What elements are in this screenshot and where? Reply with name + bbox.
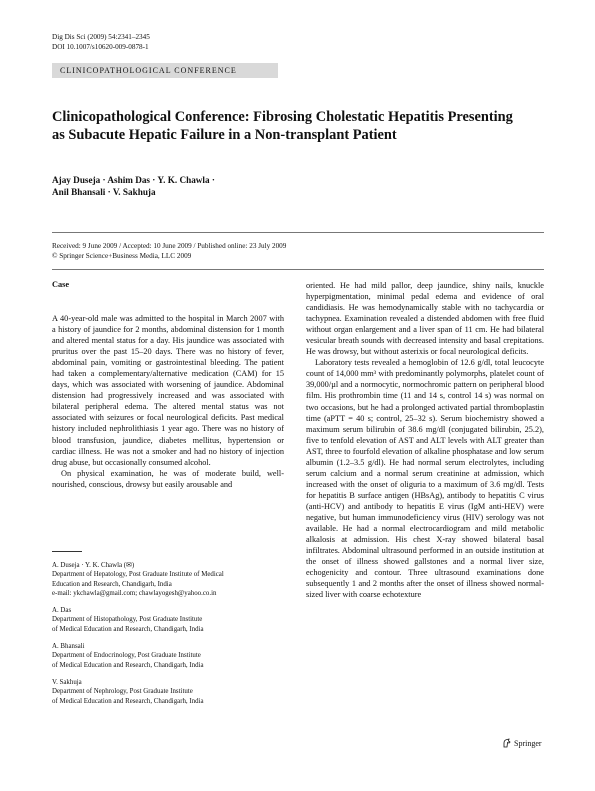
copyright-notice: © Springer Science+Business Media, LLC 2009 bbox=[52, 251, 192, 260]
affiliation-line: Department of Histopathology, Post Graduate Institute bbox=[52, 616, 203, 624]
affiliation-line: of Medical Education and Research, Chandigarh, India bbox=[52, 661, 204, 669]
right-column bbox=[306, 280, 544, 600]
affiliation-line: of Medical Education and Research, Chandigarh, India bbox=[52, 625, 204, 633]
springer-horse-icon bbox=[502, 738, 511, 748]
affiliation-line: Department of Hepatology, Post Graduate Institute of Medical bbox=[52, 571, 224, 579]
authors-line-2: Anil Bhansali · V. Sakhuja bbox=[52, 187, 156, 197]
affiliation-block bbox=[52, 561, 284, 598]
case-paragraph-2: On physical examination, he was of moderate build, well-nourished, conscious, drowsy but easily arousable and bbox=[52, 468, 284, 489]
journal-volume: Dig Dis Sci (2009) 54:2341–2345 bbox=[52, 33, 150, 41]
left-column bbox=[52, 313, 284, 490]
affiliation-block bbox=[52, 642, 284, 670]
received-accepted-dates: Received: 9 June 2009 / Accepted: 10 June 2009 / Published online: 23 July 2009 bbox=[52, 242, 287, 250]
publication-dates bbox=[52, 242, 532, 261]
section-banner: CLINICOPATHOLOGICAL CONFERENCE bbox=[52, 63, 278, 78]
body-divider bbox=[52, 269, 544, 270]
exam-paragraph: oriented. He had mild pallor, deep jaundice, shiny nails, knuckle hyperpigmentation, minimal pedal edema and evidence of oral candidiasis. He was hemodynamically stable with no tachycardia or tachypnea. Examination revealed a distended abdomen with free fluid without organ enlargement and a liver span of 11 cm. He had bilateral vesicular breath sounds with decreased intensity and basal crepitations. He was drowsy, but without asterixis or focal neurological deficits. bbox=[306, 281, 544, 357]
affiliation-block bbox=[52, 606, 284, 634]
journal-doi: DOI 10.1007/s10620-009-0878-1 bbox=[52, 42, 149, 51]
publisher-logo bbox=[502, 738, 542, 748]
affiliation-email[interactable]: e-mail: ykchawla@gmail.com; chawlayogesh@yahoo.co.in bbox=[52, 589, 217, 597]
affiliation-name: V. Sakhuja bbox=[52, 678, 82, 686]
lab-paragraph: Laboratory tests revealed a hemoglobin of 12.6 g/dl, total leucocyte count of 14,000 mm³ with predominantly polymorphs, platelet count of 39,000/µl and a normocytic, normochromic pattern on peripheral blood film. His prothrombin time (11 and 14 s, control 14 s) was normal on two occasions, but he had a prolonged activated partial thromboplastin time (aPTT = 40 s; control, 25–32 s). Serum biochemistry showed a maximum serum bilirubin of 38.6 mg/dl (conjugated bilirubin, 25.2), five to tenfold elevation of AST and ALT levels with ALT greater than AST, three to fourfold elevation of alkaline phosphatase and low serum albumin (1.2–3.5 g/dl). He had normal serum electrolytes, including serum calcium and a normal serum creatinine at admission, which increased with the onset of oliguria to a maximum of 3.6 mg/dl. Tests for hepatitis B surface antigen (HBsAg), antibody to hepatitis C virus (anti-HCV) and antibody to hepatitis E virus (IgM anti-HEV) were negative, but human immunodeficiency virus (HIV) serology was not available. He had a normal electrocardiogram and mild metabolic alkalosis at admission. His chest X-ray showed bilateral basal infiltrates. Abdominal ultrasound performed in an outside institution at the onset of illness showed gallstones and a normal liver size, echogenicity and contour. Three ultrasound examinations done subsequently 1 and 2 months after the onset of illness showed normal-sized liver with coarse echotexture bbox=[306, 358, 544, 600]
case-heading: Case bbox=[52, 280, 70, 289]
affiliation-line: of Medical Education and Research, Chandigarh, India bbox=[52, 697, 204, 705]
affiliation-block bbox=[52, 678, 284, 706]
case-paragraph-1: A 40-year-old male was admitted to the hospital in March 2007 with a history of jaundice for 2 months, abdominal distension for 1 month and altered mental status for a day. His jaundice was associated with pruritus over the past 15–20 days. There was no history of fever, abdominal pain, vomiting or gastrointestinal bleeding. The patient had taken a complementary/alternative medication (CAM) for 15 days, which was associated with worsening of jaundice. Abdominal distension had progressively increased and was associated with bilateral peripheral edema. The altered mental status was not associated with seizures or focal neurological deficits. Past medical history included nephrolithiasis 1 year ago. There was no history of blood transfusion, jaundice, diabetes mellitus, hypertension or cardiac illness. He was not a smoker and had no history of injection drug abuse, but occasionally consumed alcohol. bbox=[52, 314, 284, 467]
authors-line-1: Ajay Duseja · Ashim Das · Y. K. Chawla · bbox=[52, 175, 215, 185]
affiliation-rule bbox=[52, 551, 82, 552]
affiliation-line: Education and Research, Chandigarh, India bbox=[52, 580, 172, 588]
affiliation-name: A. Duseja · Y. K. Chawla (✉) bbox=[52, 562, 135, 569]
author-list bbox=[52, 174, 352, 198]
journal-citation bbox=[52, 33, 150, 52]
affiliations bbox=[52, 561, 284, 714]
header-divider bbox=[52, 232, 544, 233]
affiliation-name: A. Das bbox=[52, 607, 72, 615]
affiliation-name: A. Bhansali bbox=[52, 643, 85, 651]
article-title: Clinicopathological Conference: Fibrosing Cholestatic Hepatitis Presenting as Subacute Hepatic Failure in a Non-transplant Patient bbox=[52, 109, 513, 143]
affiliation-line: Department of Endocrinology, Post Graduate Institute bbox=[52, 652, 201, 660]
affiliation-line: Department of Nephrology, Post Graduate Institute bbox=[52, 688, 193, 696]
publisher-name: Springer bbox=[514, 738, 542, 748]
